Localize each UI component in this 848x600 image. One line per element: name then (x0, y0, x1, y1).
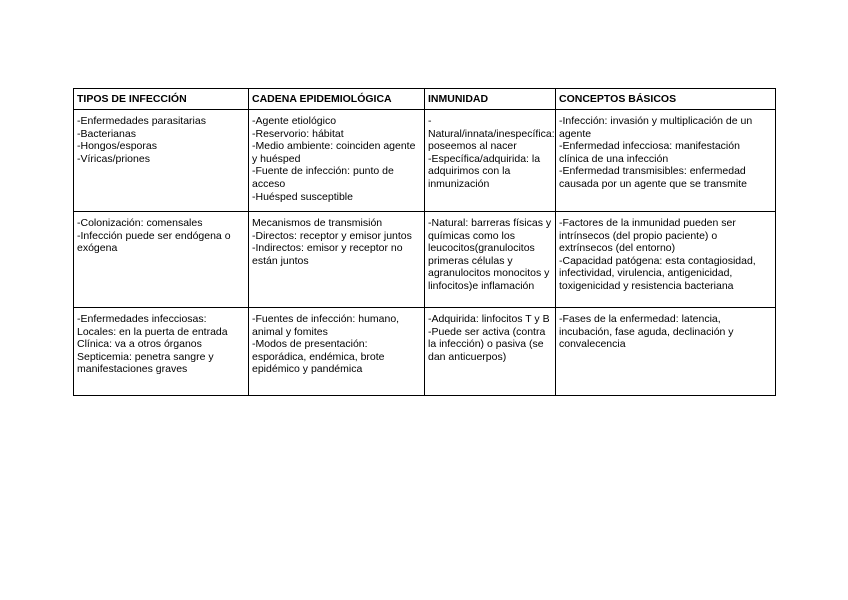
header-conceptos-basicos: CONCEPTOS BÁSICOS (556, 89, 776, 110)
cell-line: -Natural/innata/inespecífica: poseemos al nacer (428, 115, 555, 153)
table-cell (74, 212, 249, 308)
cell-line: -Indirectos: emisor y receptor no están juntos (252, 242, 403, 267)
cell-line: -Directos: receptor y emisor juntos (252, 229, 412, 242)
table-cell (556, 212, 776, 308)
table-row (74, 308, 776, 396)
cell-line: -Capacidad patógena: esta contagiosidad, infectividad, virulencia, antigenicidad, toxigenicidad y resistencia bacteriana (559, 254, 756, 292)
table-cell (556, 308, 776, 396)
cell-line: -Natural: barreras físicas y químicas como los leucocitos(granulocitos primeras células y agranulocitos monocitos y linfocitos)e inflamación (428, 217, 552, 292)
table-row (74, 212, 776, 308)
table-cell (425, 110, 556, 212)
cell-line: -Agente etiológico (252, 115, 337, 127)
table-cell (249, 308, 425, 396)
cell-line: -Colonización: comensales (77, 217, 203, 229)
header-inmunidad: INMUNIDAD (425, 89, 556, 110)
cell-line: -Bacterianas (77, 127, 136, 140)
cell-line: -Enfermedades parasitarias (77, 115, 206, 127)
cell-line: -Fuentes de infección: humano, animal y fomites (252, 313, 400, 338)
cell-line: -Enfermedades infecciosas: (77, 313, 207, 325)
cell-line: -Enfermedad infecciosa: manifestación clínica de una infección (559, 140, 740, 165)
cell-line: -Adquirida: linfocitos T y B (428, 313, 550, 325)
cell-line: Locales: en la puerta de entrada (77, 325, 228, 338)
cell-line: Septicemia: penetra sangre y manifestaciones graves (77, 350, 214, 376)
header-row (74, 89, 776, 110)
cell-line: -Medio ambiente: coinciden agente y huésped (252, 140, 416, 165)
cell-line: -Modos de presentación: esporádica, endémica, brote epidémico y pandémica (252, 338, 385, 376)
cell-line: Clínica: va a otros órganos (77, 338, 202, 351)
cell-line: -Fuente de infección: punto de acceso (252, 165, 394, 190)
cell-line: -Infección: invasión y multiplicación de un agente (559, 115, 753, 140)
header-cadena-epidemiologica: CADENA EPIDEMIOLÓGICA (249, 89, 425, 110)
cell-line: -Huésped susceptible (252, 190, 353, 203)
cell-line: -Específica/adquirida: la adquirimos con la inmunización (428, 152, 541, 190)
cell-line: -Hongos/esporas (77, 140, 157, 153)
cell-line: -Víricas/priones (77, 152, 150, 165)
table-cell (74, 308, 249, 396)
table-cell (425, 308, 556, 396)
cell-line: -Puede ser activa (contra la infección) o pasiva (se dan anticuerpos) (428, 325, 546, 363)
cell-line: -Reservorio: hábitat (252, 127, 344, 140)
cell-line: Mecanismos de transmisión (252, 217, 383, 229)
table-cell (556, 110, 776, 212)
concepts-table (73, 88, 776, 396)
table-row (74, 110, 776, 212)
table-cell (249, 110, 425, 212)
cell-line: -Fases de la enfermedad: latencia, incubación, fase aguda, declinación y convalecencia (559, 313, 734, 351)
cell-line: -Infección puede ser endógena o exógena (77, 229, 231, 255)
table-cell (74, 110, 249, 212)
cell-line: -Enfermedad transmisibles: enfermedad causada por un agente que se transmite (559, 165, 747, 190)
header-tipos-infeccion: TIPOS DE INFECCIÓN (74, 89, 249, 110)
table-cell (249, 212, 425, 308)
cell-line: -Factores de la inmunidad pueden ser intrínsecos (del propio paciente) o extrínsecos (del entorno) (559, 217, 736, 255)
table-cell (425, 212, 556, 308)
